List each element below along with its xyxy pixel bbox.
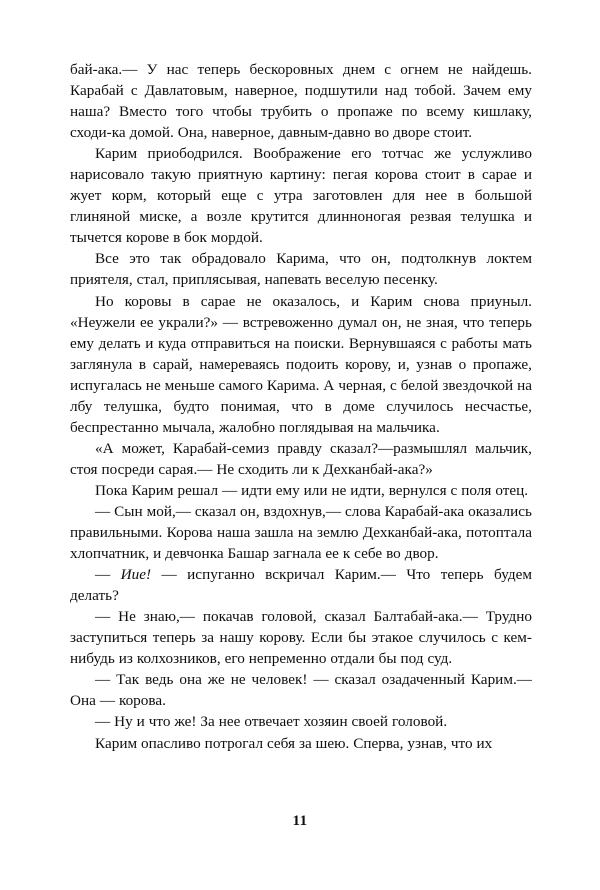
italic-exclamation: Иие!	[120, 566, 152, 584]
page-number: 11	[292, 813, 308, 829]
dialogue-line-with-exclamation	[70, 564, 532, 606]
page-text-block	[70, 59, 532, 754]
dialogue-line: — Так ведь она же не человек! — сказал озадаченный Карим.— Она — корова.	[70, 671, 532, 710]
dialogue-line: — Не знаю,— покачав головой, сказал Балтабай-ака.— Трудно заступиться теперь за нашу корову. Если бы этакое случилось с кем-нибудь из колхозников, его непременно отдали бы под суд.	[70, 608, 532, 668]
paragraph: Все это так обрадовало Карима, что он, подтолкнув локтем приятеля, стал, приплясывая, напевать веселую песенку.	[70, 250, 532, 289]
paragraph: Но коровы в сарае не оказалось, и Карим снова приуныл. «Неужели ее украли?» — встревоженно думал он, не зная, что теперь ему делать и куда отправиться на поиски. Вернувшаяся с работы мать заглянула в сарай, намереваясь подоить корову, и, узнав о пропаже, испугалась не меньше самого Карима. А черная, с белой звездочкой на лбу телушка, будто понимая, что в доме случилось несчастье, беспрестанно мычала, жалобно поглядывая на мальчика.	[70, 292, 532, 436]
paragraph: Карим приободрился. Воображение его тотчас же услужливо нарисовало такую приятную картину: пегая корова стоит в сарае и жует корм, который еще с утра заготовлен для нее в большой глиняной миске, а возле крутится длинноногая резвая телушка и тычется корове в бок мордой.	[70, 145, 532, 247]
paragraph: Пока Карим решал — идти ему или не идти, вернулся с поля отец.	[95, 481, 529, 499]
paragraph-continuation: бай-ака.— У нас теперь бескоровных днем с огнем не найдешь. Карабай с Давлатовым, наверное, подшутили над тобой. Зачем ему наша? Вместо того чтобы трубить о пропаже по всему кишлаку, сходи-ка домой. Она, наверное, давным-давно во дворе стоит.	[70, 61, 532, 142]
paragraph-quoted-thought: «А может, Карабай-семиз правду сказал?—размышлял мальчик, стоя посреди сарая.— Не сходить ли к Дехканбай-ака?»	[70, 439, 532, 478]
paragraph: Карим опасливо потрогал себя за шею. Сперва, узнав, что их	[95, 734, 493, 752]
dialogue-line: — Ну и что же! За нее отвечает хозяин своей головой.	[95, 713, 448, 731]
dialogue-dash: —	[95, 566, 121, 584]
dialogue-remainder: — испуганно вскричал Карим.— Что теперь будем делать?	[70, 566, 533, 605]
dialogue-line: — Сын мой,— сказал он, вздохнув,— слова Карабай-ака оказались правильными. Корова наша зашла на землю Дехканбай-ака, потоптала хлопчатник, и девчонка Башар загнала ее к себе во двор.	[70, 502, 532, 563]
